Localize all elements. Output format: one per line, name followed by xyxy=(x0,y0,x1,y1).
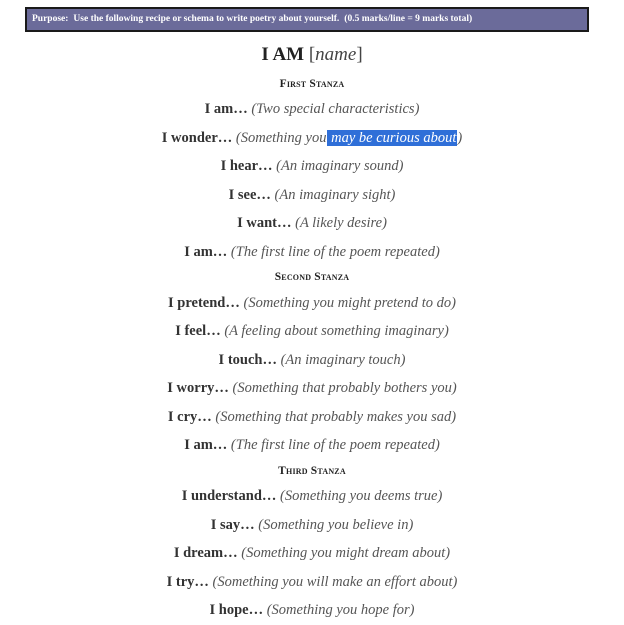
line-hint: (A likely desire) xyxy=(295,215,387,231)
poem-line xyxy=(0,379,624,397)
poem-line xyxy=(0,322,624,340)
poem-line xyxy=(0,129,624,147)
line-hint: (An imaginary sight) xyxy=(274,187,396,203)
poem-line xyxy=(0,243,624,261)
line-hint-before: (Something you xyxy=(235,130,327,146)
line-lead: I am… xyxy=(204,101,248,117)
poem-line xyxy=(0,544,624,562)
poem-line xyxy=(0,100,624,118)
line-lead: I am… xyxy=(184,437,228,453)
line-hint-after: ) xyxy=(457,130,463,146)
poem-line xyxy=(0,601,624,619)
poem-line xyxy=(0,573,624,591)
stanza-heading-first: First Stanza xyxy=(279,78,345,90)
line-lead: I try… xyxy=(166,574,209,590)
line-lead: I feel… xyxy=(175,323,221,339)
title-close-bracket: ] xyxy=(356,44,363,65)
poem-line xyxy=(0,436,624,454)
line-lead: I hope… xyxy=(209,602,264,618)
line-hint: (Something that probably bothers you) xyxy=(232,380,457,396)
line-hint: (Something you believe in) xyxy=(258,517,414,533)
poem-line xyxy=(0,487,624,505)
line-hint: (Something that probably makes you sad) xyxy=(215,409,457,425)
poem-line xyxy=(0,186,624,204)
title-main: I AM xyxy=(261,44,305,65)
title-name-placeholder: name xyxy=(315,44,357,65)
line-lead: I understand… xyxy=(181,488,277,504)
stanza-heading-third: Third Stanza xyxy=(278,465,346,477)
purpose-marks: (0.5 marks/line = 9 marks total) xyxy=(344,14,473,24)
title-open-bracket: [ xyxy=(308,44,316,65)
line-hint xyxy=(236,130,462,146)
line-hint: (A feeling about something imaginary) xyxy=(224,323,449,339)
poem-line xyxy=(0,157,624,175)
purpose-text: Use the following recipe or schema to write poetry about yourself. xyxy=(73,14,340,24)
line-lead: I want… xyxy=(237,215,292,231)
line-hint: (Something you might pretend to do) xyxy=(243,295,456,311)
poem-line xyxy=(0,408,624,426)
line-lead: I pretend… xyxy=(168,295,240,311)
line-lead: I say… xyxy=(210,517,255,533)
poem-line xyxy=(0,351,624,369)
line-lead: I wonder… xyxy=(161,130,233,146)
line-lead: I hear… xyxy=(220,158,273,174)
line-hint: (Something you will make an effort about) xyxy=(212,574,458,590)
line-hint: (An imaginary sound) xyxy=(276,158,404,174)
poem-line xyxy=(0,516,624,534)
purpose-label: Purpose: xyxy=(32,14,69,24)
line-hint: (Something you deems true) xyxy=(280,488,443,504)
selected-text[interactable]: may be curious about xyxy=(327,130,457,146)
line-hint: (Something you hope for) xyxy=(266,602,415,618)
line-hint: (The first line of the poem repeated) xyxy=(230,244,440,260)
line-lead: I am… xyxy=(184,244,228,260)
line-lead: I dream… xyxy=(173,545,238,561)
line-hint: (Two special characteristics) xyxy=(251,101,420,117)
line-hint: (Something you might dream about) xyxy=(241,545,451,561)
line-lead: I worry… xyxy=(167,380,229,396)
poem-line xyxy=(0,214,624,232)
poem-title xyxy=(0,43,624,67)
line-hint: (An imaginary touch) xyxy=(280,352,406,368)
line-hint: (The first line of the poem repeated) xyxy=(230,437,440,453)
line-lead: I touch… xyxy=(218,352,277,368)
poem-line xyxy=(0,294,624,312)
purpose-banner xyxy=(25,7,589,32)
line-lead: I cry… xyxy=(167,409,212,425)
stanza-heading-second: Second Stanza xyxy=(274,271,350,283)
line-lead: I see… xyxy=(228,187,271,203)
